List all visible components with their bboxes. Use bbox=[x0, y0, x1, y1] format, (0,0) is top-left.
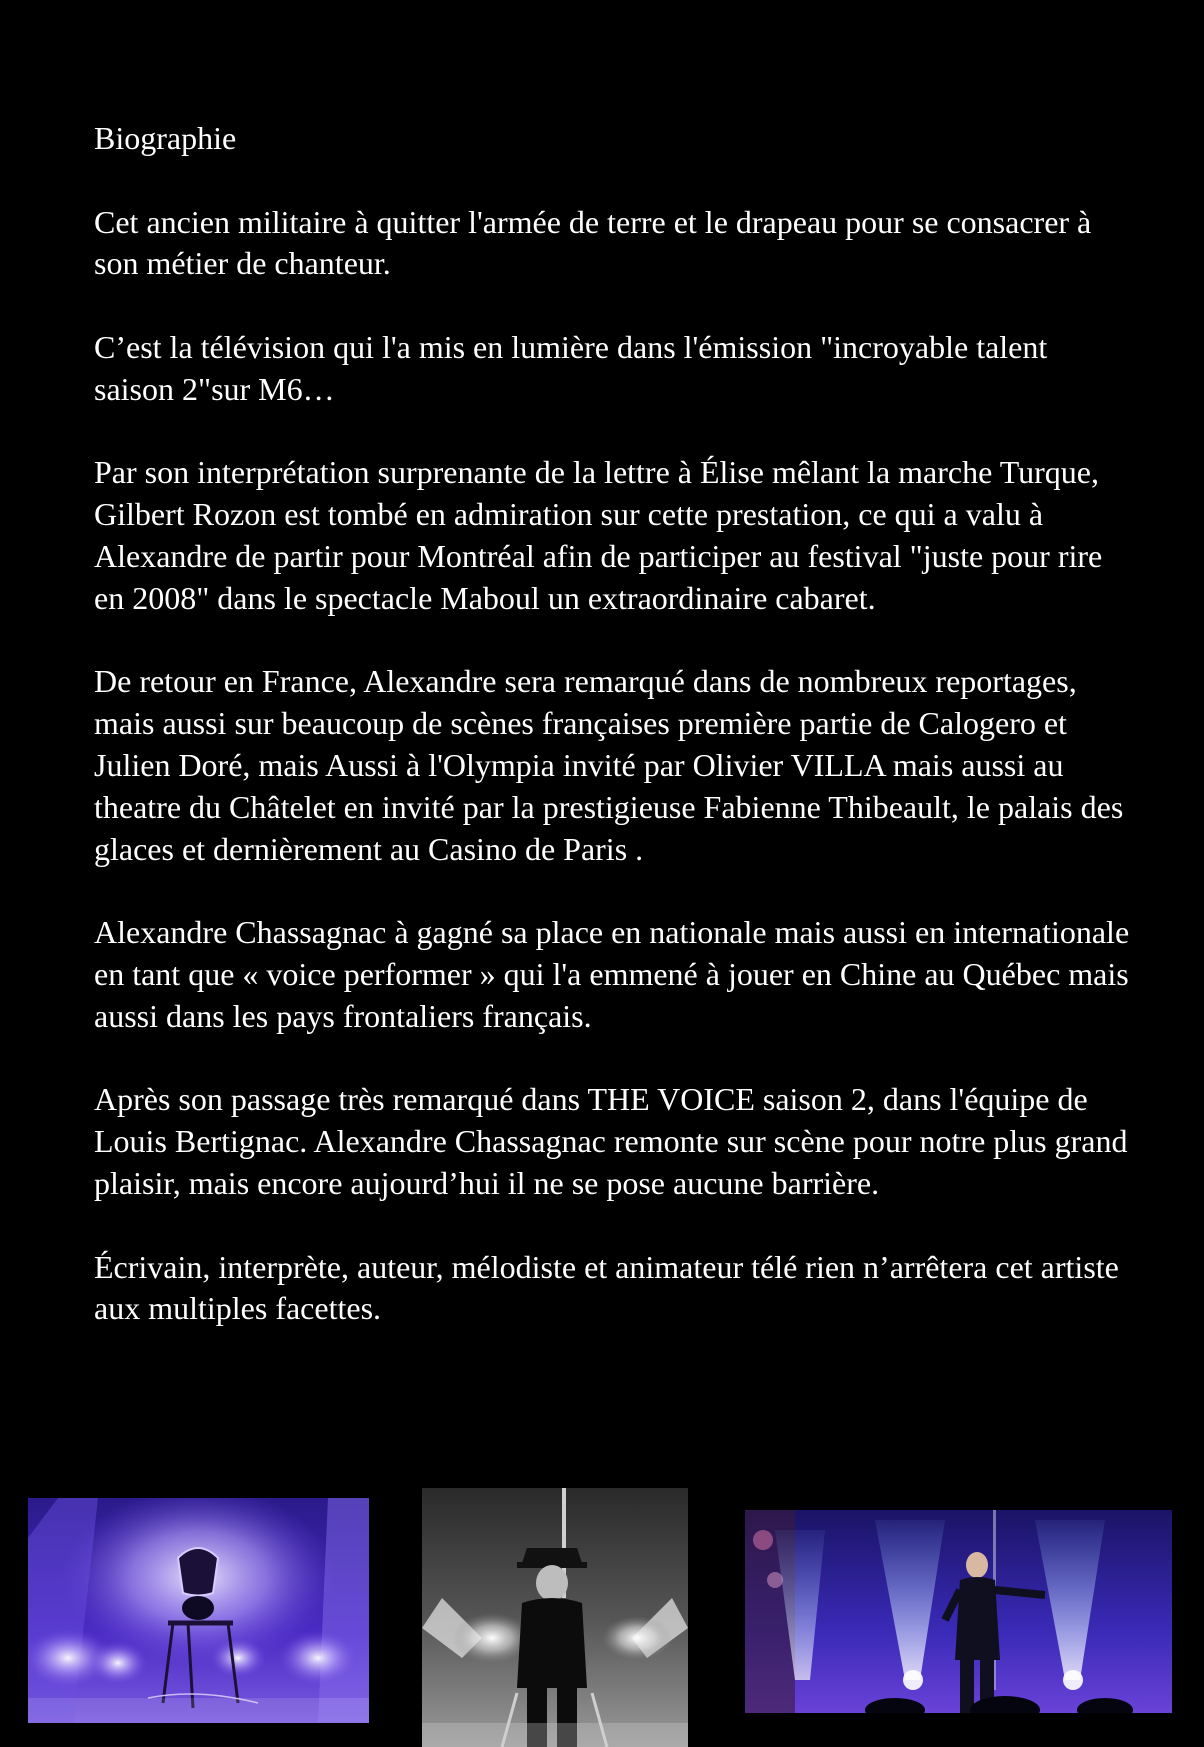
stage-photo-chair bbox=[28, 1498, 369, 1723]
biography-paragraph: C’est la télévision qui l'a mis en lumière dans l'émission "incroyable talent saison 2"sur M6… bbox=[94, 328, 1048, 407]
stage-photo-chair-image bbox=[28, 1498, 369, 1723]
biography-paragraph: Alexandre Chassagnac à gagné sa place en nationale mais aussi en internationale en tant que « voice performer » qui l'a emmené à jouer en Chine au Québec mais aussi dans les pays frontaliers français. bbox=[94, 914, 1130, 1034]
biography-section bbox=[94, 118, 1134, 1372]
stage-photo-performer-bw bbox=[422, 1488, 688, 1747]
biography-paragraph: Après son passage très remarqué dans THE VOICE saison 2, dans l'équipe de Louis Bertignac. Alexandre Chassagnac remonte sur scène pour notre plus grand plaisir, mais encore aujourd’hui il ne se pose aucune barrière. bbox=[94, 1081, 1128, 1201]
stage-photo-performer-blue bbox=[745, 1510, 1172, 1713]
stage-photo-performer-blue-image bbox=[745, 1510, 1172, 1713]
biography-title: Biographie bbox=[94, 120, 237, 156]
biography-paragraph: De retour en France, Alexandre sera remarqué dans de nombreux reportages, mais aussi sur beaucoup de scènes françaises première partie de Calogero et Julien Doré, mais Aussi à l'Olympia invité par Olivier VILLA mais aussi au theatre du Châtelet en invité par la prestigieuse Fabienne Thibeault, le palais des glaces et dernièrement au Casino de Paris . bbox=[94, 663, 1124, 867]
biography-paragraph: Cet ancien militaire à quitter l'armée de terre et le drapeau pour se consacrer à son métier de chanteur. bbox=[94, 203, 1092, 282]
biography-paragraph: Par son interprétation surprenante de la lettre à Élise mêlant la marche Turque, Gilbert Rozon est tombé en admiration sur cette prestation, ce qui a valu à Alexandre de partir pour Montréal afin de participer au festival "juste pour rire en 2008" dans le spectacle Maboul un extraordinaire cabaret. bbox=[94, 454, 1103, 616]
stage-photo-performer-bw-image bbox=[422, 1488, 688, 1747]
biography-paragraph: Écrivain, interprète, auteur, mélodiste et animateur télé rien n’arrêtera cet artiste aux multiples facettes. bbox=[94, 1248, 1119, 1327]
